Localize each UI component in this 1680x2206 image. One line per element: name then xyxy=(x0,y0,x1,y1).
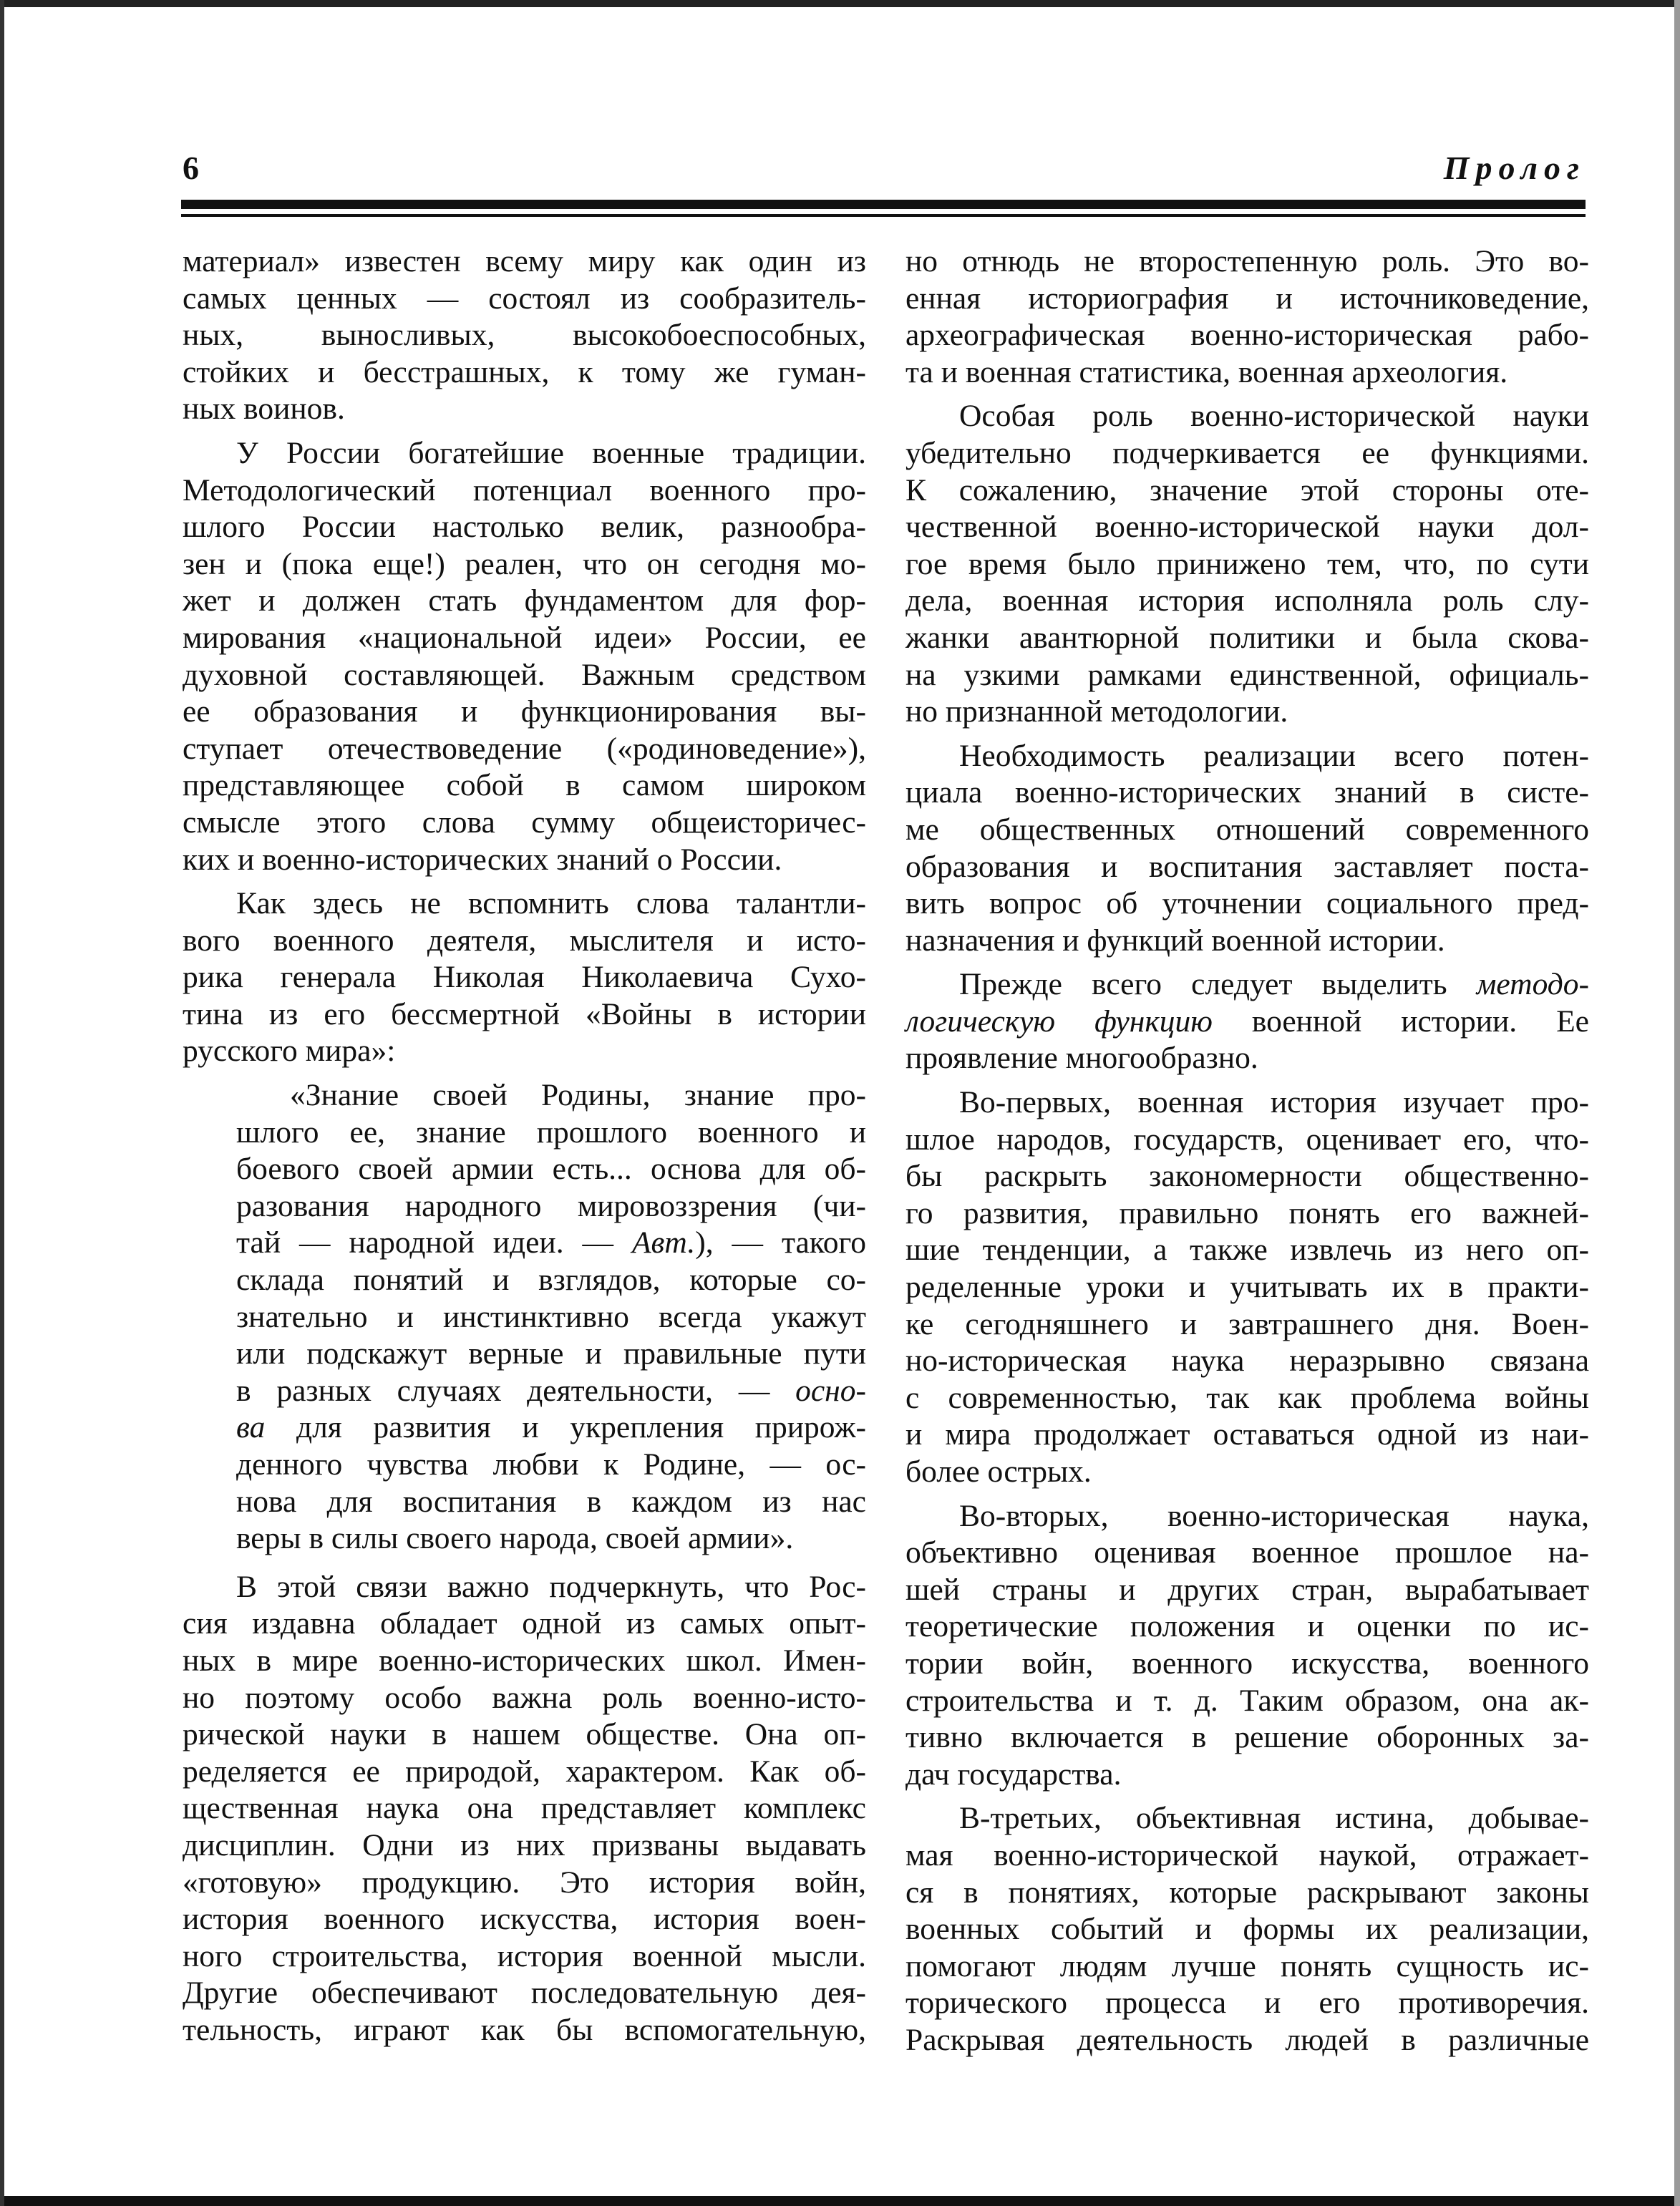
text-segment: для развития и укрепления прирож- xyxy=(265,1410,866,1445)
text-line: ного строительства, история военной мысли. xyxy=(183,1938,866,1973)
text-line: Особая роль военно-исторической науки xyxy=(959,399,1589,434)
text-line: с современностью, так как проблема войны xyxy=(905,1380,1589,1415)
text-line: археографическая военно-историческая рабо- xyxy=(905,318,1589,353)
scan-edge-left xyxy=(0,0,4,2206)
text-line: сия издавна обладает одной из самых опыт- xyxy=(183,1606,866,1641)
text-line: жет и должен стать фундаментом для фор- xyxy=(183,583,866,618)
italic-text: методо- xyxy=(1476,967,1589,1002)
header-rule-thick xyxy=(181,200,1586,209)
text-segment: в разных случаях деятельности, — xyxy=(236,1373,796,1408)
text-line: го развития, правильно понять его важней- xyxy=(905,1195,1589,1230)
text-line: знательно и инстинктивно всегда укажут xyxy=(236,1299,866,1334)
header-rule-thin xyxy=(181,214,1586,217)
right-column xyxy=(905,243,1589,2066)
text-line: мая военно-исторической наукой, отражает- xyxy=(905,1837,1589,1872)
text-line: вить вопрос об уточнении социального пред- xyxy=(905,886,1589,921)
text-line: помогают людям лучше понять сущность ис- xyxy=(905,1948,1589,1983)
text-line: но поэтому особо важна роль военно-исто- xyxy=(183,1680,866,1715)
text-line: циала военно-исторических знаний в систе- xyxy=(905,775,1589,810)
text-line: денного чувства любви к Родине, — ос- xyxy=(236,1447,866,1482)
text-line: самых ценных — состоял из сообразитель- xyxy=(183,281,866,316)
text-line: веры в силы своего народа, своей армии». xyxy=(236,1521,794,1556)
paragraph xyxy=(183,435,866,878)
text-line: или подскажут верные и правильные пути xyxy=(236,1336,866,1371)
text-line: назначения и функций военной истории. xyxy=(905,923,1445,958)
scan-edge-right xyxy=(1674,0,1680,2206)
text-line: тельность, играют как бы вспомогательную, xyxy=(183,2012,866,2047)
text-line: «Знание своей Родины, знание про- xyxy=(290,1078,866,1113)
text-line: Раскрывая деятельность людей в различные xyxy=(905,2022,1589,2057)
text-line: В этой связи важно подчеркнуть, что Рос- xyxy=(236,1569,866,1604)
text-line: дисциплин. Одни из них призваны выдавать xyxy=(183,1827,866,1862)
text-line: представляющее собой в самом широком xyxy=(183,768,866,803)
text-line: материал» известен всему миру как один из xyxy=(183,244,866,278)
text-line: строительства и т. д. Таким образом, она ак- xyxy=(905,1683,1589,1718)
text-line: У России богатейшие военные традиции. xyxy=(236,435,866,470)
block-quote xyxy=(236,1077,866,1558)
italic-text: Авт. xyxy=(631,1225,696,1260)
text-line: щественная наука она представляет комплекс xyxy=(183,1791,866,1826)
text-line xyxy=(236,1409,866,1447)
text-line: вого военного деятеля, мыслителя и исто- xyxy=(183,923,866,958)
scan-edge-top xyxy=(0,0,1680,7)
text-segment: ), — такого xyxy=(695,1225,866,1260)
text-line: ступает отечествоведение («родиноведение»), xyxy=(183,731,866,766)
text-line: тории войн, военного искусства, военного xyxy=(905,1646,1589,1681)
text-line: духовной составляющей. Важным средством xyxy=(183,657,866,692)
text-line: русского мира»: xyxy=(183,1034,396,1069)
paragraph xyxy=(905,1084,1589,1491)
text-line: ся в понятиях, которые раскрывают законы xyxy=(905,1875,1589,1910)
text-line: шей страны и других стран, вырабатывает xyxy=(905,1572,1589,1607)
text-line: дела, военная история исполняла роль слу- xyxy=(905,583,1589,618)
text-line: ных в мире военно-исторических школ. Имен- xyxy=(183,1643,866,1678)
text-line: но признанной методологии. xyxy=(905,694,1288,729)
paragraph xyxy=(183,885,866,1070)
text-line: чественной военно-исторической науки дол- xyxy=(905,510,1589,545)
text-line: ких и военно-исторических знаний о России. xyxy=(183,842,782,877)
paragraph xyxy=(905,398,1589,730)
paragraph xyxy=(905,738,1589,960)
text-line: В-третьих, объективная истина, добывае- xyxy=(959,1801,1589,1836)
text-line: зен и (пока еще!) реален, что он сегодня мо- xyxy=(183,546,866,581)
text-segment: военной истории. Ее xyxy=(1212,1004,1589,1039)
text-line: ее образования и функционирования вы- xyxy=(183,694,866,729)
text-line: енная историография и источниковедение, xyxy=(905,281,1589,316)
paragraph xyxy=(183,1569,866,2049)
text-line: боевого своей армии есть... основа для об- xyxy=(236,1152,866,1187)
text-line: тина из его бессмертной «Войны в истории xyxy=(183,996,866,1031)
text-segment: тай — народной идеи. — xyxy=(236,1225,632,1260)
text-line: ределенные уроки и учитывать их в практи- xyxy=(905,1270,1589,1305)
text-line: тивно включается в решение оборонных за- xyxy=(905,1720,1589,1755)
text-line: «готовую» продукцию. Это история войн, xyxy=(183,1865,866,1900)
text-line: ных, выносливых, высокобоеспособных, xyxy=(183,318,866,353)
text-line: но отнюдь не второстепенную роль. Это во- xyxy=(905,244,1589,278)
text-line: гое время было принижено тем, что, по сути xyxy=(905,546,1589,581)
text-line: разования народного мировоззрения (чи- xyxy=(236,1188,866,1223)
text-line: мирования «национальной идеи» России, ее xyxy=(183,620,866,655)
paragraph xyxy=(905,1800,1589,2059)
text-line: Во-первых, военная история изучает про- xyxy=(959,1085,1589,1120)
text-line: ме общественных отношений современного xyxy=(905,812,1589,847)
text-line: но-историческая наука неразрывно связана xyxy=(905,1343,1589,1379)
text-line: рика генерала Николая Николаевича Сухо- xyxy=(183,960,866,995)
text-line: шлого России настолько велик, разнообра- xyxy=(183,510,866,545)
paragraph xyxy=(905,966,1589,1077)
italic-text: ва xyxy=(236,1410,266,1445)
text-line: дач государства. xyxy=(905,1756,1122,1792)
text-line: образования и воспитания заставляет поста- xyxy=(905,849,1589,884)
text-line xyxy=(905,1004,1589,1041)
text-line: стойких и бесстрашных, к тому же гуман- xyxy=(183,354,866,389)
paragraph xyxy=(905,1498,1589,1794)
text-line xyxy=(236,1225,866,1262)
text-line: объективно оценивая военное прошлое на- xyxy=(905,1535,1589,1570)
italic-text: осно- xyxy=(795,1373,866,1408)
scan-edge-bottom xyxy=(0,2196,1680,2206)
text-line: шлого ее, знание прошлого военного и xyxy=(236,1114,866,1150)
left-column xyxy=(183,243,866,2056)
text-line: Как здесь не вспомнить слова талантли- xyxy=(236,886,866,921)
running-head: Пролог xyxy=(1443,150,1586,186)
text-line: ных воинов. xyxy=(183,392,345,427)
text-line: Во-вторых, военно-историческая наука, xyxy=(959,1498,1589,1533)
text-line: военных событий и формы их реализации, xyxy=(905,1912,1589,1947)
text-line: торического процесса и его противоречия. xyxy=(905,1986,1589,2021)
text-segment: Прежде всего следует выделить xyxy=(959,967,1477,1002)
page-number: 6 xyxy=(183,150,199,186)
text-line: ке сегодняшнего и завтрашнего дня. Воен- xyxy=(905,1306,1589,1341)
paragraph xyxy=(183,243,866,428)
text-line: смысле этого слова сумму общеисторичес- xyxy=(183,805,866,840)
text-line: рической науки в нашем обществе. Она оп- xyxy=(183,1717,866,1752)
text-line: ределяется ее природой, характером. Как об- xyxy=(183,1754,866,1789)
text-line: и мира продолжает оставаться одной из наи- xyxy=(905,1417,1589,1452)
text-line: история военного искусства, история воен- xyxy=(183,1902,866,1937)
text-line: Необходимость реализации всего потен- xyxy=(959,738,1589,773)
italic-text: логическую функцию xyxy=(905,1004,1213,1039)
text-line: на узкими рамками единственной, официаль- xyxy=(905,657,1589,692)
text-line: склада понятий и взглядов, которые со- xyxy=(236,1263,866,1298)
text-line: бы раскрыть закономерности общественно- xyxy=(905,1159,1589,1194)
text-line: нова для воспитания в каждом из нас xyxy=(236,1484,866,1519)
text-line: проявление многообразно. xyxy=(905,1041,1258,1076)
text-line: убедительно подчеркивается ее функциями. xyxy=(905,435,1589,470)
text-line: та и военная статистика, военная археология. xyxy=(905,354,1508,389)
text-line: шлое народов, государств, оценивает его, что- xyxy=(905,1122,1589,1157)
text-line: Другие обеспечивают последовательную дея- xyxy=(183,1976,866,2011)
text-line xyxy=(236,1373,866,1410)
text-line: К сожалению, значение этой стороны оте- xyxy=(905,472,1589,507)
text-line: теоретические положения и оценки по ис- xyxy=(905,1609,1589,1644)
text-line: Методологический потенциал военного про- xyxy=(183,472,866,507)
text-line: шие тенденции, а также извлечь из него оп- xyxy=(905,1233,1589,1268)
text-line xyxy=(905,966,1589,1004)
text-line: жанки авантюрной политики и была скова- xyxy=(905,620,1589,655)
paragraph xyxy=(905,243,1589,391)
text-line: более острых. xyxy=(905,1454,1092,1489)
